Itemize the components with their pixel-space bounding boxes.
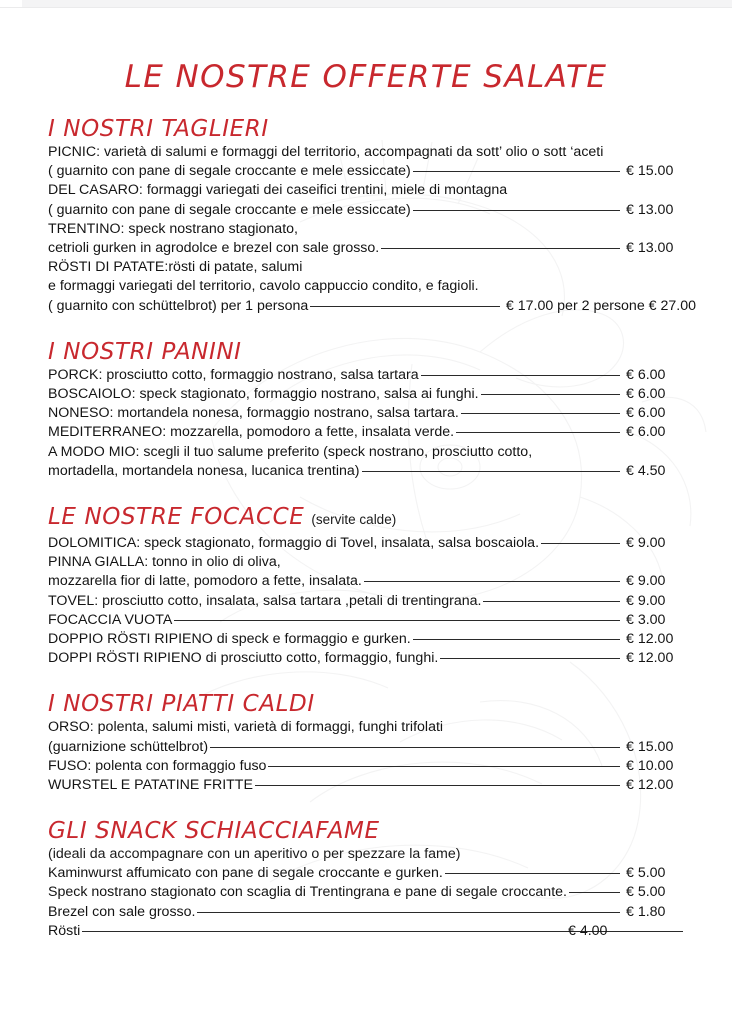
menu-line-price: € 9.00 xyxy=(626,592,666,609)
menu-line-text: A MODO MIO: scegli il tuo salume preferito (speck nostrano, prosciutto cotto, xyxy=(48,443,533,460)
menu-line-text: NONESO: mortandela nonesa, formaggio nostrano, salsa tartara. xyxy=(48,405,459,422)
menu-line-text: mozzarella fior di latte, pomodoro a fette, insalata. xyxy=(48,573,362,590)
menu-line xyxy=(48,385,696,404)
menu-line xyxy=(48,277,696,296)
menu-line-price: € 9.00 xyxy=(626,535,666,552)
section-taglieri xyxy=(48,115,696,316)
menu-line-price: € 3.00 xyxy=(626,611,666,628)
section-subtitle-snack: (ideali da accompagnare con un aperitivo o per spezzare la fame) xyxy=(48,846,461,863)
leader-rule xyxy=(364,581,620,582)
section-heading-piatti-caldi xyxy=(48,690,696,718)
menu-line-text: e formaggi variegati del territorio, cavolo cappuccio condito, e fagioli. xyxy=(48,278,479,295)
menu-line xyxy=(48,738,696,757)
section-heading-text: GLI SNACK SCHIACCIAFAME xyxy=(48,818,380,845)
leader-rule xyxy=(413,639,620,640)
leader-rule xyxy=(461,413,620,414)
section-heading-panini xyxy=(48,338,696,366)
menu-line-price: € 12.00 xyxy=(626,777,674,794)
menu-line-text: ( guarnito con pane di segale croccante e mele essiccate) xyxy=(48,201,411,218)
menu-line xyxy=(48,611,696,630)
menu-line-text: ( guarnito con pane di segale croccante e mele essiccate) xyxy=(48,163,411,180)
section-spacer xyxy=(48,316,696,338)
leader-rule xyxy=(381,248,620,249)
menu-line-price: € 6.00 xyxy=(626,366,666,383)
menu-line xyxy=(48,462,696,481)
leader-rule xyxy=(421,375,620,376)
section-spacer xyxy=(48,795,696,817)
menu-line-price: € 12.00 xyxy=(626,650,674,667)
section-focacce xyxy=(48,503,696,668)
menu-line-price: € 4.50 xyxy=(626,462,666,479)
menu-sheet xyxy=(0,7,732,1024)
menu-line-price: € 15.00 xyxy=(626,163,674,180)
leader-rule xyxy=(174,620,620,621)
menu-line-text: MEDITERRANEO: mozzarella, pomodoro a fette, insalata verde. xyxy=(48,424,455,441)
menu-line xyxy=(48,757,696,776)
menu-line xyxy=(48,922,696,941)
leader-rule xyxy=(413,210,620,211)
menu-line-price: € 5.00 xyxy=(626,865,666,882)
leader-rule xyxy=(413,171,620,172)
menu-line xyxy=(48,201,696,220)
menu-line-text: ORSO: polenta, salumi misti, varietà di formaggi, funghi trifolati xyxy=(48,719,444,736)
section-heading-text: LE NOSTRE FOCACCE xyxy=(48,504,305,531)
leader-rule xyxy=(483,601,620,602)
leader-rule xyxy=(481,394,620,395)
menu-line xyxy=(48,649,696,668)
menu-line-text: cetrioli gurken in agrodolce e brezel con sale grosso. xyxy=(48,240,380,257)
menu-line-price: € 10.00 xyxy=(626,757,674,774)
menu-line xyxy=(48,776,696,795)
menu-line-text: Brezel con sale grosso. xyxy=(48,903,196,920)
leader-rule xyxy=(456,432,620,433)
menu-line-text: Rösti xyxy=(48,922,81,939)
menu-line-price: € 1.80 xyxy=(626,903,666,920)
section-heading-taglieri xyxy=(48,115,696,143)
section-heading-text: I NOSTRI TAGLIERI xyxy=(48,116,269,142)
menu-line xyxy=(48,297,696,316)
menu-line-text: ( guarnito con schüttelbrot) per 1 persona xyxy=(48,297,309,314)
menu-line-text: PINNA GIALLA: tonno in olio di oliva, xyxy=(48,554,281,571)
leader-rule xyxy=(255,785,620,786)
section-heading-text: I NOSTRI PIATTI CALDI xyxy=(48,691,315,718)
menu-line xyxy=(48,592,696,611)
menu-line xyxy=(48,443,696,462)
menu-line-price: € 17.00 per 2 persone € 27.00 xyxy=(505,297,696,314)
menu-line-text: DOLOMITICA: speck stagionato, formaggio di Tovel, insalata, salsa boscaiola. xyxy=(48,535,540,552)
leader-rule xyxy=(210,747,620,748)
section-heading-text: I NOSTRI PANINI xyxy=(48,338,242,365)
menu-line-text: DOPPI RÖSTI RIPIENO di prosciutto cotto, formaggio, funghi. xyxy=(48,650,439,667)
section-heading-note: (servite calde) xyxy=(311,512,397,528)
menu-line-text: FUSO: polenta con formaggio fuso xyxy=(48,757,267,774)
leader-rule xyxy=(197,912,620,913)
menu-line xyxy=(48,423,696,442)
menu-line xyxy=(48,903,696,922)
menu-line-text: Speck nostrano stagionato con scaglia di Trentingrana e pane di segale croccante. xyxy=(48,884,567,901)
menu-line xyxy=(48,404,696,423)
menu-line-price: € 12.00 xyxy=(626,631,674,648)
menu-line-text: DEL CASARO: formaggi variegati dei caseifici trentini, miele di montagna xyxy=(48,182,508,199)
menu-line-text: PORCK: prosciutto cotto, formaggio nostrano, salsa tartara xyxy=(48,366,419,383)
menu-line xyxy=(48,883,696,902)
section-heading-snack xyxy=(48,817,696,845)
leader-rule xyxy=(445,873,620,874)
section-piatti-caldi xyxy=(48,690,696,795)
menu-line-text: mortadella, mortandela nonesa, lucanica trentina) xyxy=(48,462,360,479)
menu-line xyxy=(48,181,696,200)
menu-line-text: WURSTEL E PATATINE FRITTE xyxy=(48,777,253,794)
menu-line-price: € 5.00 xyxy=(626,884,666,901)
menu-line xyxy=(48,630,696,649)
menu-line-text: BOSCAIOLO: speck stagionato, formaggio nostrano, salsa ai funghi. xyxy=(48,386,479,403)
page-title: LE NOSTRE OFFERTE SALATE xyxy=(124,59,608,95)
menu-line xyxy=(48,572,696,591)
leader-rule xyxy=(569,892,620,893)
section-spacer xyxy=(48,481,696,503)
menu-line xyxy=(48,366,696,385)
menu-line-text: Kaminwurst affumicato con pane di segale croccante e gurken. xyxy=(48,865,443,882)
menu-line-price: € 6.00 xyxy=(626,424,666,441)
menu-line-price: € 15.00 xyxy=(626,738,674,755)
menu-line xyxy=(48,864,696,883)
menu-line-text: TOVEL: prosciutto cotto, insalata, salsa tartara ,petali di trentingrana. xyxy=(48,592,482,609)
menu-line-price: € 4.00 xyxy=(568,922,608,939)
menu-line-price: € 6.00 xyxy=(626,386,666,403)
menu-line xyxy=(48,239,696,258)
menu-line-text: RÖSTI DI PATATE:rösti di patate, salumi xyxy=(48,259,303,276)
menu-line xyxy=(48,553,696,572)
menu-line-price: € 6.00 xyxy=(626,405,666,422)
menu-line xyxy=(48,258,696,277)
menu-line xyxy=(48,534,696,553)
menu-line-text: (guarnizione schüttelbrot) xyxy=(48,738,209,755)
menu-line-price: € 13.00 xyxy=(626,240,674,257)
menu-line-text: DOPPIO RÖSTI RIPIENO di speck e formaggio e gurken. xyxy=(48,631,411,648)
viewer-top-band-edge xyxy=(0,0,22,7)
menu-line-text: PICNIC: varietà di salumi e formaggi del territorio, accompagnati da sott’ olio o sott ‘aceti xyxy=(48,144,604,160)
section-heading-focacce xyxy=(48,503,696,534)
leader-rule xyxy=(440,658,620,659)
menu-line-text: FOCACCIA VUOTA xyxy=(48,611,173,628)
section-panini xyxy=(48,338,696,481)
section-snack xyxy=(48,817,696,941)
leader-rule xyxy=(268,766,620,767)
leader-rule xyxy=(310,306,500,307)
menu-line-price: € 13.00 xyxy=(626,201,674,218)
leader-rule xyxy=(541,543,620,544)
menu-line xyxy=(48,718,696,737)
menu-line xyxy=(48,143,696,162)
menu-line xyxy=(48,220,696,239)
menu-line xyxy=(48,162,696,181)
menu-line-text: TRENTINO: speck nostrano stagionato, xyxy=(48,220,298,237)
menu-sections xyxy=(48,115,696,941)
leader-rule xyxy=(362,471,620,472)
section-spacer xyxy=(48,668,696,690)
menu-line-price: € 9.00 xyxy=(626,573,666,590)
